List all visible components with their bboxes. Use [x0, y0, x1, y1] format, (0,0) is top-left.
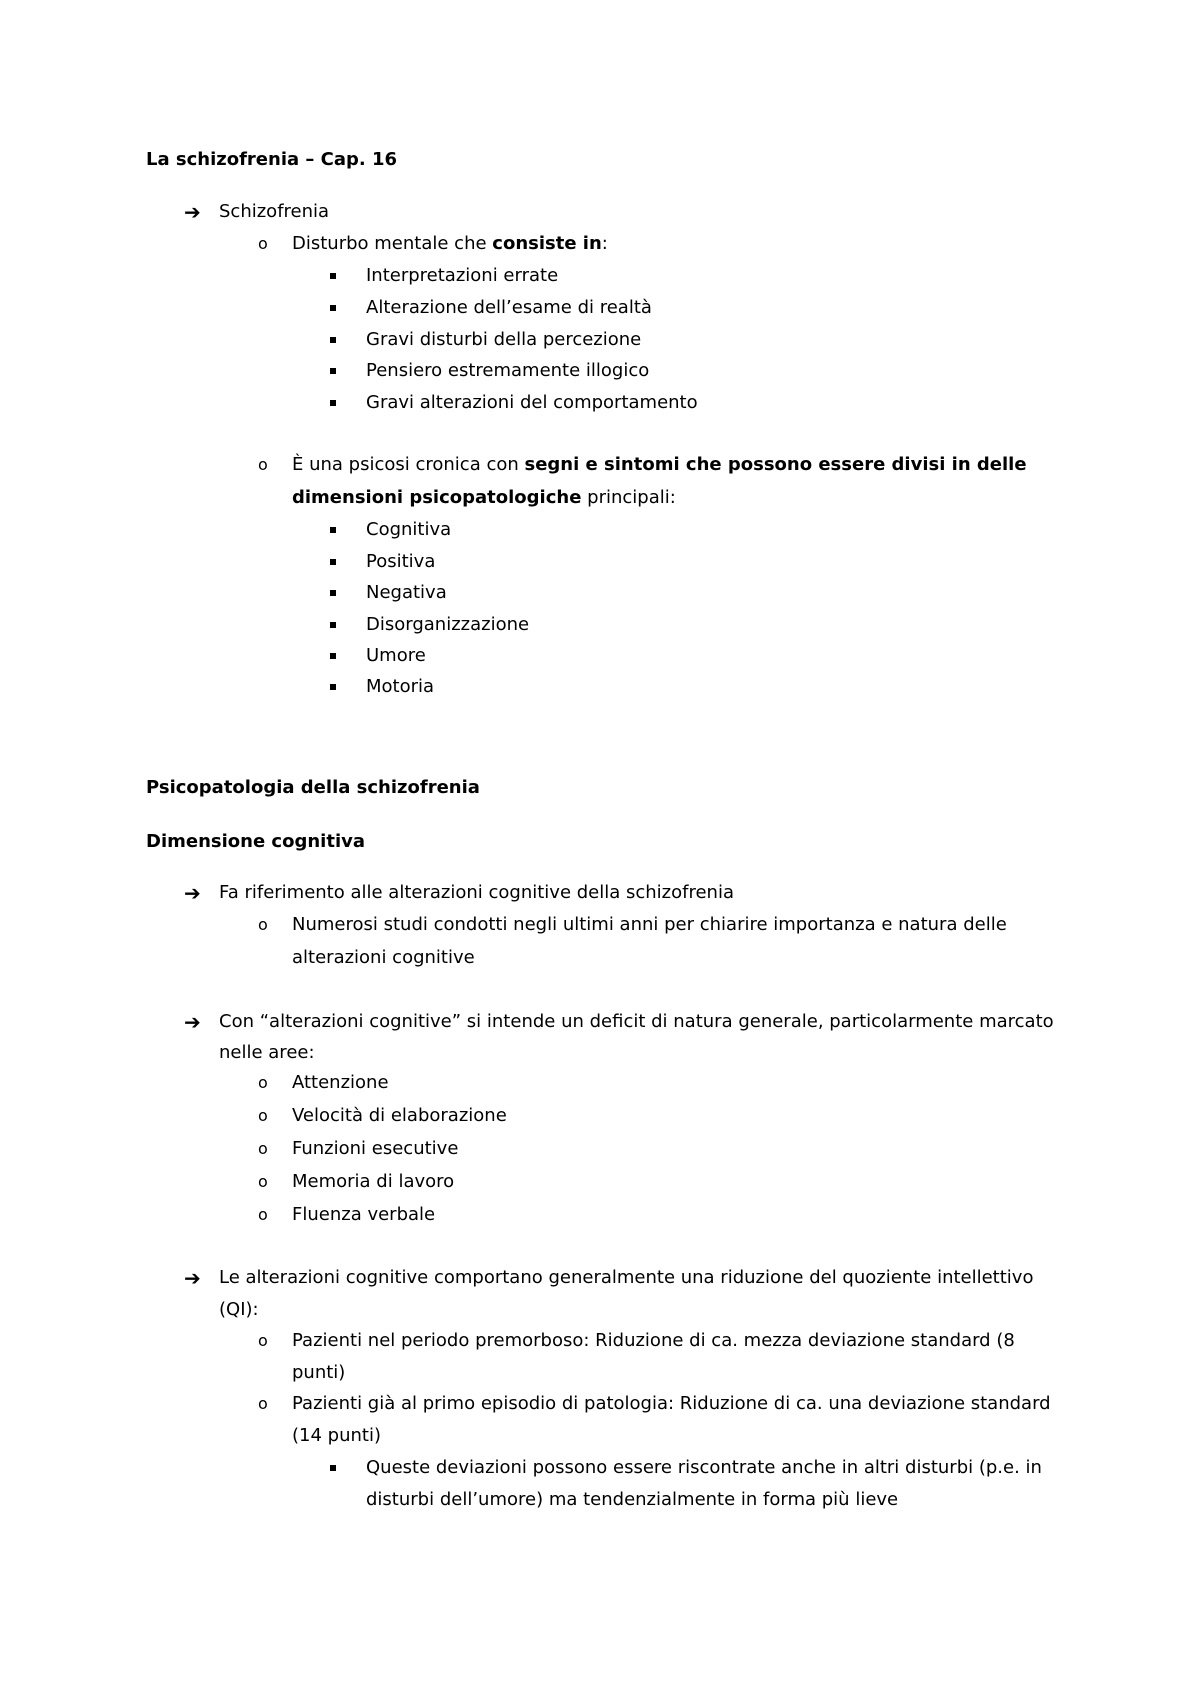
arrow-item-qi-line1: Le alterazioni cognitive comportano generalmente una riduzione del quoziente intellettivo [219, 1267, 1034, 1288]
square-bullet-icon [330, 273, 336, 279]
square-bullet-icon [330, 559, 336, 565]
list-item: Attenzione [292, 1072, 389, 1093]
circle-bullet-icon: o [258, 234, 268, 253]
list-item: Pensiero estremamente illogico [366, 360, 650, 381]
list-item: Negativa [366, 582, 447, 603]
square-bullet-icon [330, 400, 336, 406]
circle-bullet-icon: o [258, 455, 268, 474]
arrow-item-riferimento: Fa riferimento alle alterazioni cognitive della schizofrenia [219, 882, 734, 903]
circle-bullet-icon: o [258, 1073, 268, 1092]
list-item: Gravi alterazioni del comportamento [366, 392, 698, 413]
sub-item-studi-line2: alterazioni cognitive [292, 947, 475, 968]
list-item: Memoria di lavoro [292, 1171, 455, 1192]
square-bullet-icon [330, 1465, 336, 1471]
sub-item-disturbo: Disturbo mentale che consiste in: [292, 233, 608, 254]
list-item: Positiva [366, 551, 436, 572]
list-item: Funzioni esecutive [292, 1138, 459, 1159]
circle-bullet-icon: o [258, 1172, 268, 1191]
circle-bullet-icon: o [258, 1394, 268, 1413]
circle-bullet-icon: o [258, 1139, 268, 1158]
square-bullet-icon [330, 337, 336, 343]
right-arrow-icon: ➔ [184, 200, 201, 224]
list-item: Interpretazioni errate [366, 265, 559, 286]
right-arrow-icon: ➔ [184, 881, 201, 905]
circle-bullet-icon: o [258, 1205, 268, 1224]
square-bullet-icon [330, 684, 336, 690]
sub-item-primo-episodio-line1: Pazienti già al primo episodio di patologia: Riduzione di ca. una deviazione standard [292, 1393, 1051, 1414]
circle-bullet-icon: o [258, 1106, 268, 1125]
sub-item-premorboso-line2: punti) [292, 1362, 346, 1383]
arrow-item-deficit-line1: Con “alterazioni cognitive” si intende un deficit di natura generale, particolarmente marcato [219, 1011, 1054, 1032]
sub-item-primo-episodio-line2: (14 punti) [292, 1425, 381, 1446]
list-item: Cognitiva [366, 519, 452, 540]
circle-bullet-icon: o [258, 915, 268, 934]
right-arrow-icon: ➔ [184, 1010, 201, 1034]
sub-item-studi-line1: Numerosi studi condotti negli ultimi anni per chiarire importanza e natura delle [292, 914, 1007, 935]
list-item: Disorganizzazione [366, 614, 530, 635]
square-bullet-icon [330, 622, 336, 628]
square-bullet-icon [330, 653, 336, 659]
list-item: Gravi disturbi della percezione [366, 329, 642, 350]
list-item: Velocità di elaborazione [292, 1105, 507, 1126]
right-arrow-icon: ➔ [184, 1266, 201, 1290]
arrow-item-qi-line2: (QI): [219, 1299, 259, 1320]
list-item: Umore [366, 645, 426, 666]
square-bullet-icon [330, 527, 336, 533]
list-item-deviazioni-line2: disturbi dell’umore) ma tendenzialmente in forma più lieve [366, 1489, 899, 1510]
square-bullet-icon [330, 305, 336, 311]
section-heading: Psicopatologia della schizofrenia [146, 777, 480, 798]
square-bullet-icon [330, 368, 336, 374]
square-bullet-icon [330, 590, 336, 596]
list-item: Alterazione dell’esame di realtà [366, 297, 652, 318]
document-title: La schizofrenia – Cap. 16 [146, 149, 398, 170]
list-item-deviazioni-line1: Queste deviazioni possono essere riscontrate anche in altri disturbi (p.e. in [366, 1457, 1042, 1478]
sub-item-premorboso-line1: Pazienti nel periodo premorboso: Riduzione di ca. mezza deviazione standard (8 [292, 1330, 1015, 1351]
arrow-item-schizofrenia: Schizofrenia [219, 201, 330, 222]
list-item: Motoria [366, 676, 435, 697]
arrow-item-deficit-line2: nelle aree: [219, 1042, 315, 1063]
subsection-heading: Dimensione cognitiva [146, 831, 365, 852]
list-item: Fluenza verbale [292, 1204, 436, 1225]
sub-item-psicosi-line2: dimensioni psicopatologiche principali: [292, 487, 676, 508]
sub-item-psicosi-line1: È una psicosi cronica con segni e sintomi che possono essere divisi in delle [292, 454, 1027, 475]
circle-bullet-icon: o [258, 1331, 268, 1350]
